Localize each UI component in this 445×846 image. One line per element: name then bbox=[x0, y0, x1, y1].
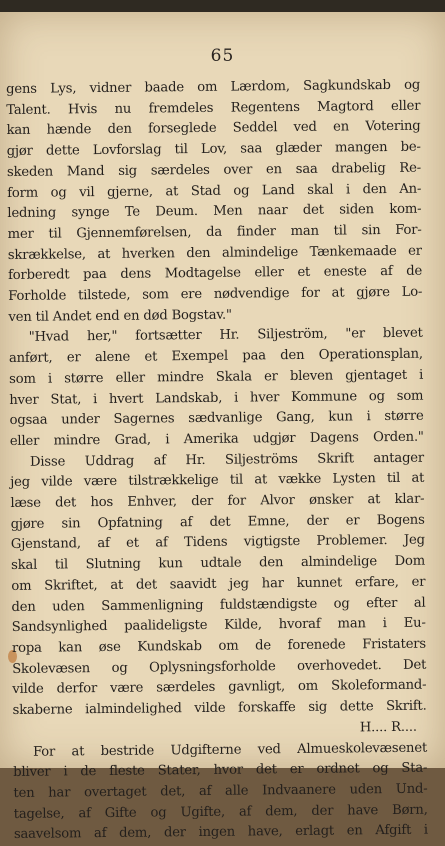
book-page bbox=[0, 12, 445, 843]
text-line: skeden Mand sig særdeles over en saa drabelig Re- bbox=[6, 160, 422, 180]
text-line: ven til Andet end en død Bogstav." bbox=[8, 307, 232, 325]
text-line: Sandsynlighed paalideligste Kilde, hvoraf man i Eu- bbox=[11, 615, 426, 636]
text-line: Talent. Hvis nu fremdeles Regentens Magtord eller bbox=[6, 98, 421, 118]
text-line: ropa kan øse Kundskab om de forenede Fristaters bbox=[11, 636, 427, 656]
text-line: tagelse, af Gifte og Ugifte, af dem, der have Børn, bbox=[13, 802, 428, 822]
book-top-edge bbox=[0, 0, 445, 12]
text-line: skaberne ialmindelighed vilde forskaffe sig dette Skrift. bbox=[12, 698, 427, 719]
text-line: gens Lys, vidner baade om Lærdom, Sagkundskab og bbox=[6, 77, 421, 97]
text-line: "Hvad her," fortsætter Hr. Siljeström, "er blevet bbox=[28, 326, 423, 346]
text-line: vilde derfor være særdeles gavnligt, om Skoleformand- bbox=[12, 678, 427, 698]
text-line: Gjenstand, af et af Tidens vigtigste Problemer. Jeg bbox=[10, 533, 425, 553]
text-line: Skolevæsen og Oplysningsforholde overhovedet. Det bbox=[12, 657, 427, 677]
text-line: For at bestride Udgifterne ved Almueskolevæsenet bbox=[32, 740, 428, 760]
text-line: skrækkelse, at hverken den almindelige Tænkemaade er bbox=[7, 243, 422, 263]
text-line: Disse Uddrag af Hr. Siljeströms Skrift antager bbox=[29, 450, 425, 470]
text-line: forberedt paa dens Modtagelse eller et eneste af de bbox=[7, 263, 423, 284]
text-line: den uden Sammenligning fuldstændigste og efter al bbox=[11, 595, 426, 615]
text-line: gjør dette Lovforslag til Lov, saa glæder mangen be- bbox=[6, 139, 421, 160]
body-text bbox=[6, 76, 428, 846]
text-line: form og vil gjerne, at Stad og Land skal i den An- bbox=[7, 181, 422, 201]
author-signature: H.... R.... bbox=[359, 719, 417, 736]
text-line: saavelsom af dem, der ingen have, erlagt en Afgift i bbox=[13, 822, 428, 843]
text-line: kan hænde den forseglede Seddel ved en Votering bbox=[6, 119, 421, 139]
page-number: 65 bbox=[210, 46, 235, 66]
text-line: mer til Gjennemførelsen, da finder man til sin For- bbox=[7, 222, 422, 242]
text-line: bliver i de fleste Stater, hvor det er ordnet og Sta- bbox=[13, 760, 428, 781]
text-line: om Skriftet, at det saavidt jeg har kunnet erfare, er bbox=[11, 574, 426, 594]
text-line: læse det hos Enhver, der for Alvor ønsker at klar- bbox=[10, 491, 425, 512]
text-line: som i større eller mindre Skala er bleven gjentaget i bbox=[9, 367, 424, 387]
text-line: skal til Slutning kun udtale den almindelige Dom bbox=[11, 553, 426, 574]
text-line: ledning synge Te Deum. Men naar det siden kom- bbox=[7, 201, 422, 222]
text-line: ogsaa under Sagernes sædvanlige Gang, kun i større bbox=[9, 408, 424, 429]
text-line: anført, er alene et Exempel paa den Operationsplan, bbox=[8, 346, 423, 367]
text-line: gjøre sin Opfatning af det Emne, der er Bogens bbox=[10, 512, 425, 532]
text-line: ten har overtaget det, af alle Indvaanere uden Und- bbox=[13, 781, 428, 801]
text-line: eller mindre Grad, i Amerika udgjør Dagens Orden." bbox=[9, 429, 424, 449]
text-line: Forholde tilstede, som ere nødvendige for at gjøre Lo- bbox=[8, 284, 423, 305]
text-line: jeg vilde være tilstrækkelige til at vække Lysten til at bbox=[10, 471, 425, 491]
text-line: hver Stat, i hvert Landskab, i hver Kommune og som bbox=[9, 388, 424, 408]
